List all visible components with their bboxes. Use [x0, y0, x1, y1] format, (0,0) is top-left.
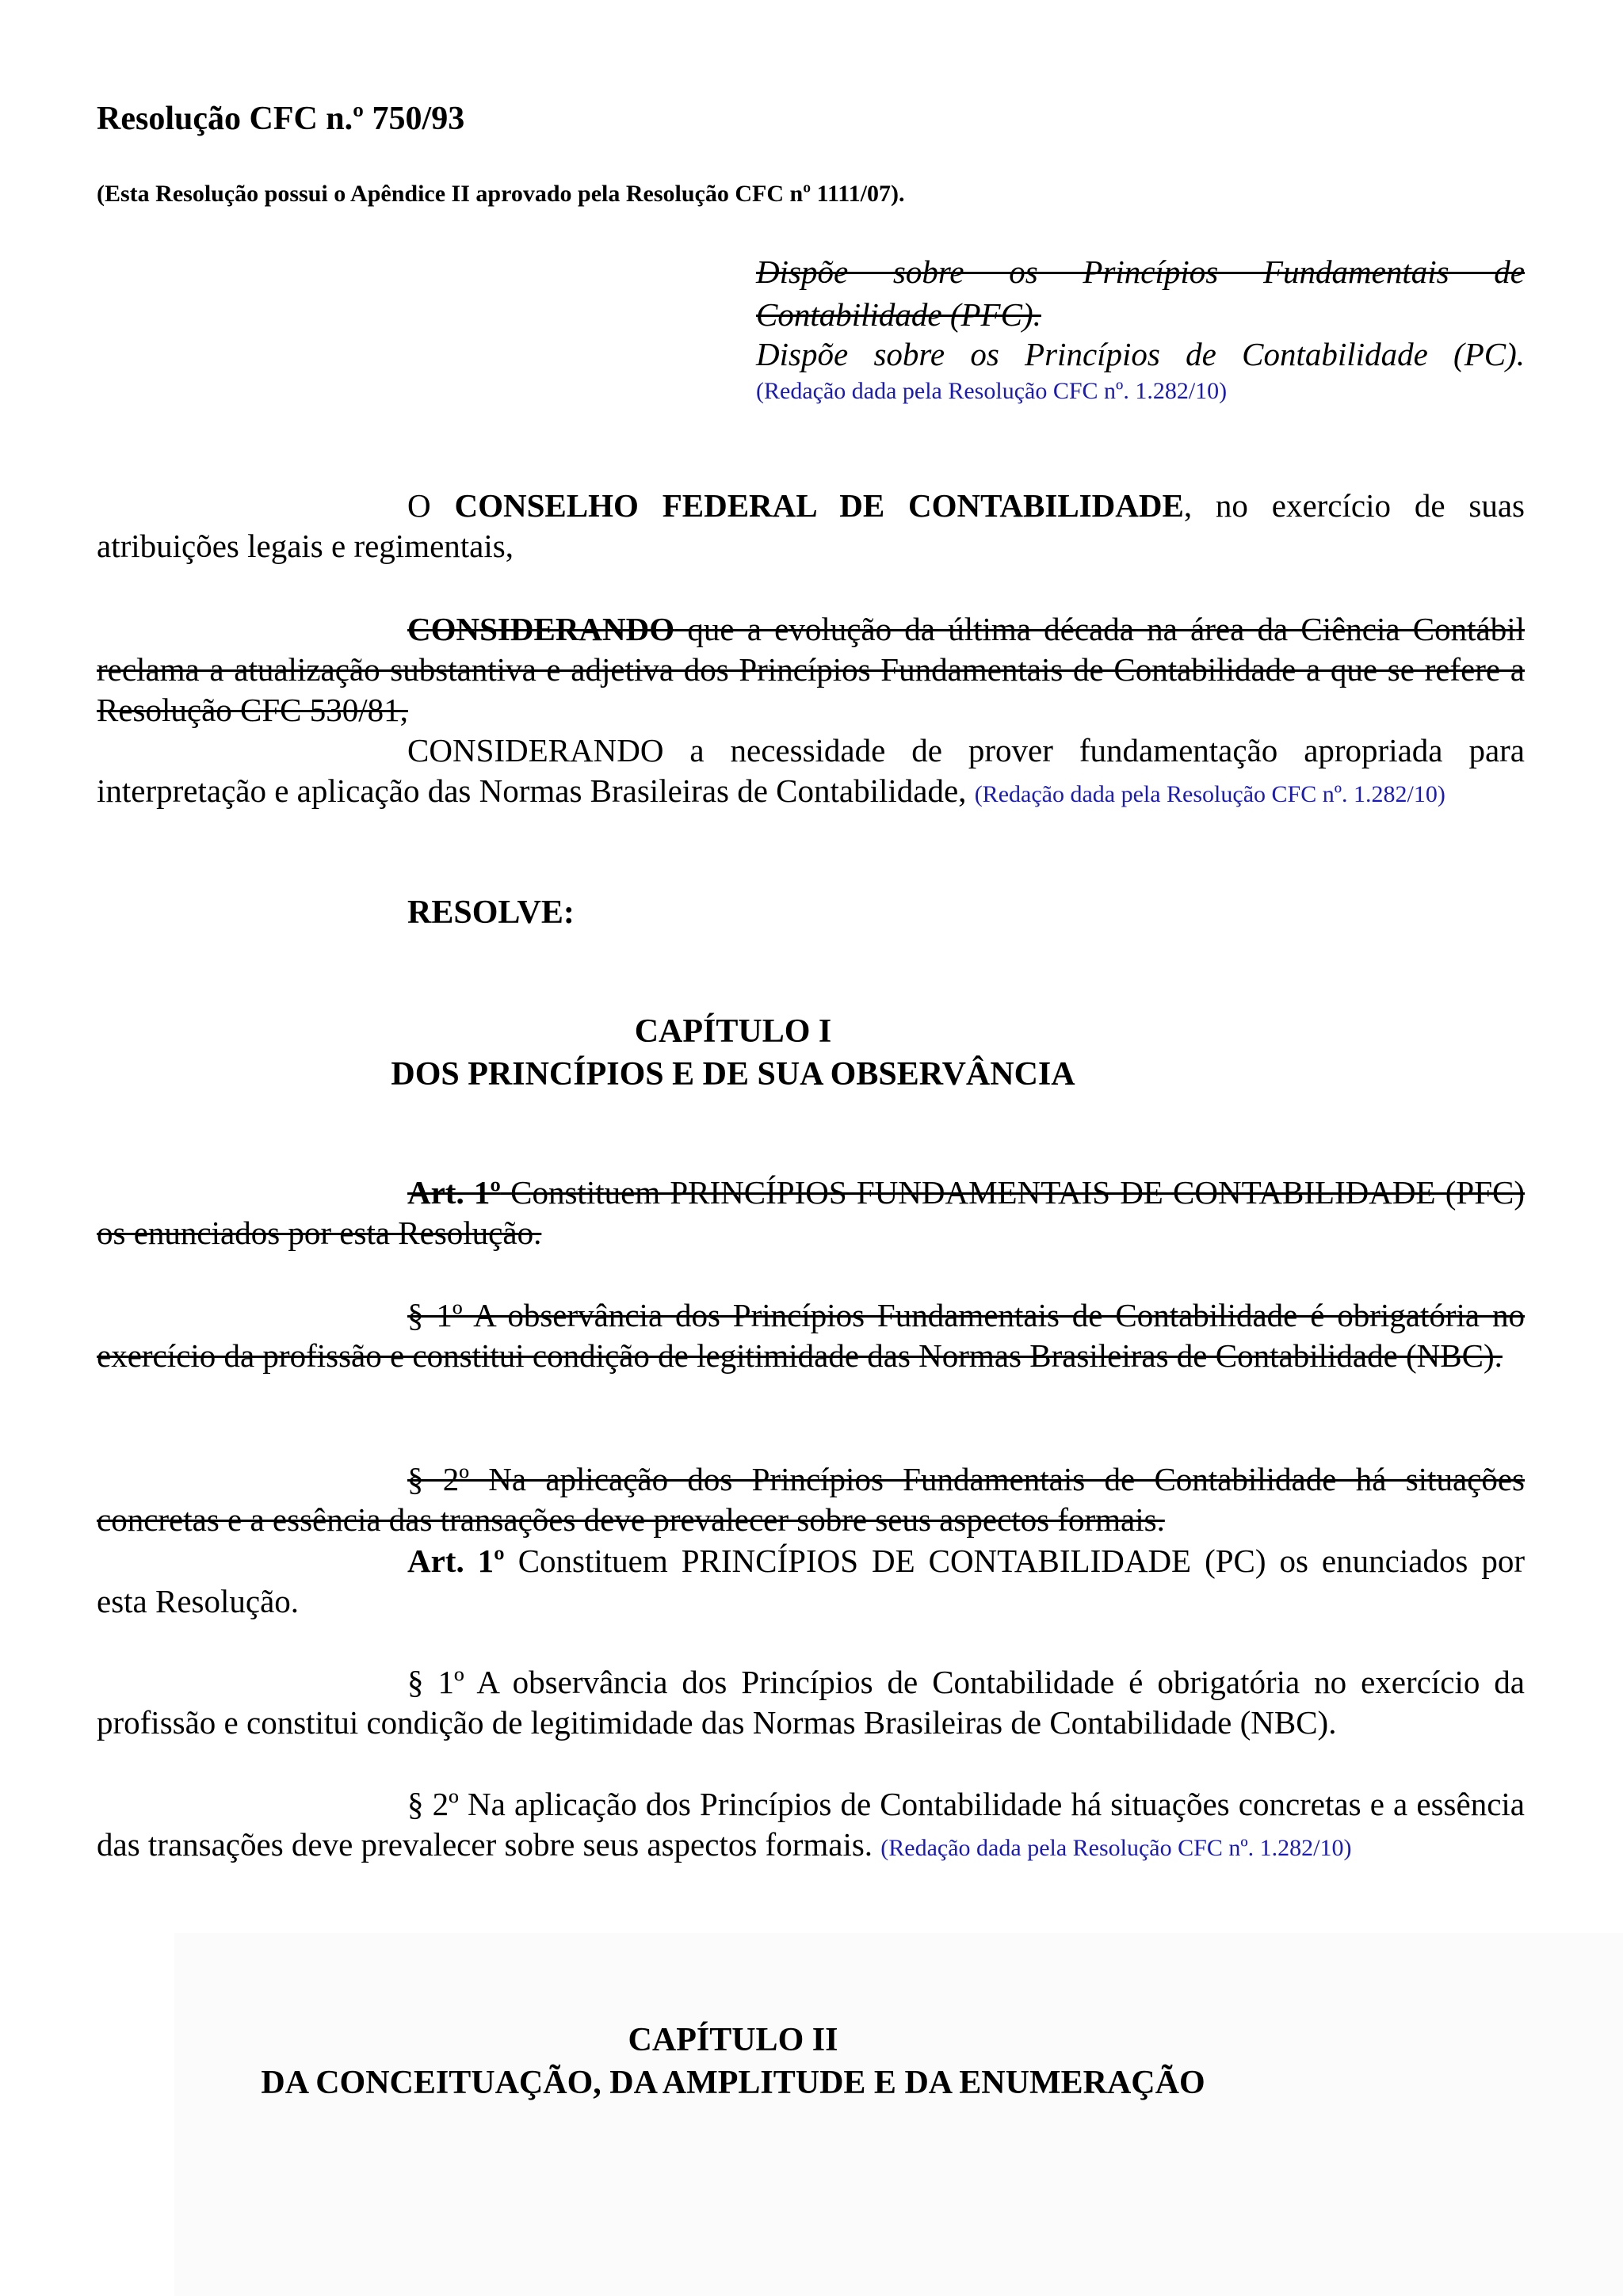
article-1-current-text: Constituem PRINCÍPIOS DE CONTABILIDADE (PC) os enunciados por esta Resolução.: [97, 1543, 1525, 1619]
resolution-title: Resolução CFC n.º 750/93: [97, 101, 465, 137]
paragraph-1-current: [97, 1662, 1525, 1743]
paragraph-2-revoked: [97, 1459, 1525, 1540]
chapter-2-subtitle: DA CONCEITUAÇÃO, DA AMPLITUDE E DA ENUMERAÇÃO: [261, 2065, 1205, 2101]
paragraph-2-current-text: § 2º Na aplicação dos Princípios de Contabilidade há situações concretas e a essência das transações deve prevalecer sobre seus aspectos formais.: [97, 1786, 1525, 1863]
resolve-heading: RESOLVE:: [407, 894, 575, 931]
ementa-revoked-line-2: Contabilidade (PFC).: [756, 296, 1041, 333]
ementa-amendment-reference: (Redação dada pela Resolução CFC nº. 1.282/10): [756, 378, 1228, 404]
appendix-note: (Esta Resolução possui o Apêndice II aprovado pela Resolução CFC nº 1111/07).: [97, 181, 905, 207]
ementa-revoked: [756, 250, 1525, 336]
considering-amendment-reference: (Redação dada pela Resolução CFC nº. 1.282/10): [974, 781, 1445, 807]
chapter-2-title: CAPÍTULO II: [628, 2022, 838, 2058]
paragraph-2-current: [97, 1784, 1525, 1868]
considering-current: [97, 730, 1525, 814]
paragraph-2-amendment-reference: (Redação dada pela Resolução CFC nº. 1.282/10): [880, 1835, 1352, 1861]
chapter-1-subtitle: DOS PRINCÍPIOS E DE SUA OBSERVÂNCIA: [391, 1056, 1075, 1093]
considering-revoked-label: CONSIDERANDO: [407, 611, 675, 647]
preamble-text: , no exercício de suas atribuições legais e regimentais,: [97, 487, 1525, 564]
preamble-prefix: O: [407, 487, 431, 524]
article-1-revoked-label: Art. 1º: [407, 1174, 501, 1211]
preamble-paragraph: [97, 486, 1525, 566]
considering-current-text: CONSIDERANDO a necessidade de prover fundamentação apropriada para interpretação e aplicação das Normas Brasileiras de Contabilidade,: [97, 732, 1525, 809]
paragraph-1-current-text: § 1º A observância dos Princípios de Contabilidade é obrigatória no exercício da profissão e constitui condição de legitimidade das Normas Brasileiras de Contabilidade (NBC).: [97, 1664, 1525, 1741]
chapter-2-heading: [0, 2019, 1466, 2104]
ementa-current: Dispõe sobre os Princípios de Contabilidade (PC).: [756, 336, 1525, 372]
article-1-revoked-text: Constituem PRINCÍPIOS FUNDAMENTAIS DE CONTABILIDADE (PFC) os enunciados por esta Resolução.: [97, 1174, 1525, 1251]
chapter-1-title: CAPÍTULO I: [634, 1013, 832, 1050]
chapter-1-heading: [0, 1010, 1466, 1096]
paragraph-2-revoked-text: § 2º Na aplicação dos Princípios Fundamentais de Contabilidade há situações concretas e a essência das transações deve prevalecer sobre seus aspectos formais.: [97, 1461, 1525, 1538]
article-1-current: [97, 1541, 1525, 1622]
article-1-current-label: Art. 1º: [407, 1543, 505, 1579]
ementa-revoked-line-1: Dispõe sobre os Princípios Fundamentais de: [756, 254, 1525, 290]
page-shading: [174, 1933, 1623, 2296]
considering-revoked-text: que a evolução da última década na área da Ciência Contábil reclama a atualização substantiva e adjetiva dos Princípios Fundamentais de Contabilidade a que se refere a Resolução CFC 530/81,: [97, 611, 1525, 728]
council-name: CONSELHO FEDERAL DE CONTABILIDADE: [454, 487, 1184, 524]
paragraph-1-revoked-text: § 1º A observância dos Princípios Fundamentais de Contabilidade é obrigatória no exercício da profissão e constitui condição de legitimidade das Normas Brasileiras de Contabilidade (NBC).: [97, 1297, 1525, 1374]
article-1-revoked: [97, 1173, 1525, 1253]
considering-revoked: [97, 609, 1525, 730]
paragraph-1-revoked: [97, 1295, 1525, 1376]
